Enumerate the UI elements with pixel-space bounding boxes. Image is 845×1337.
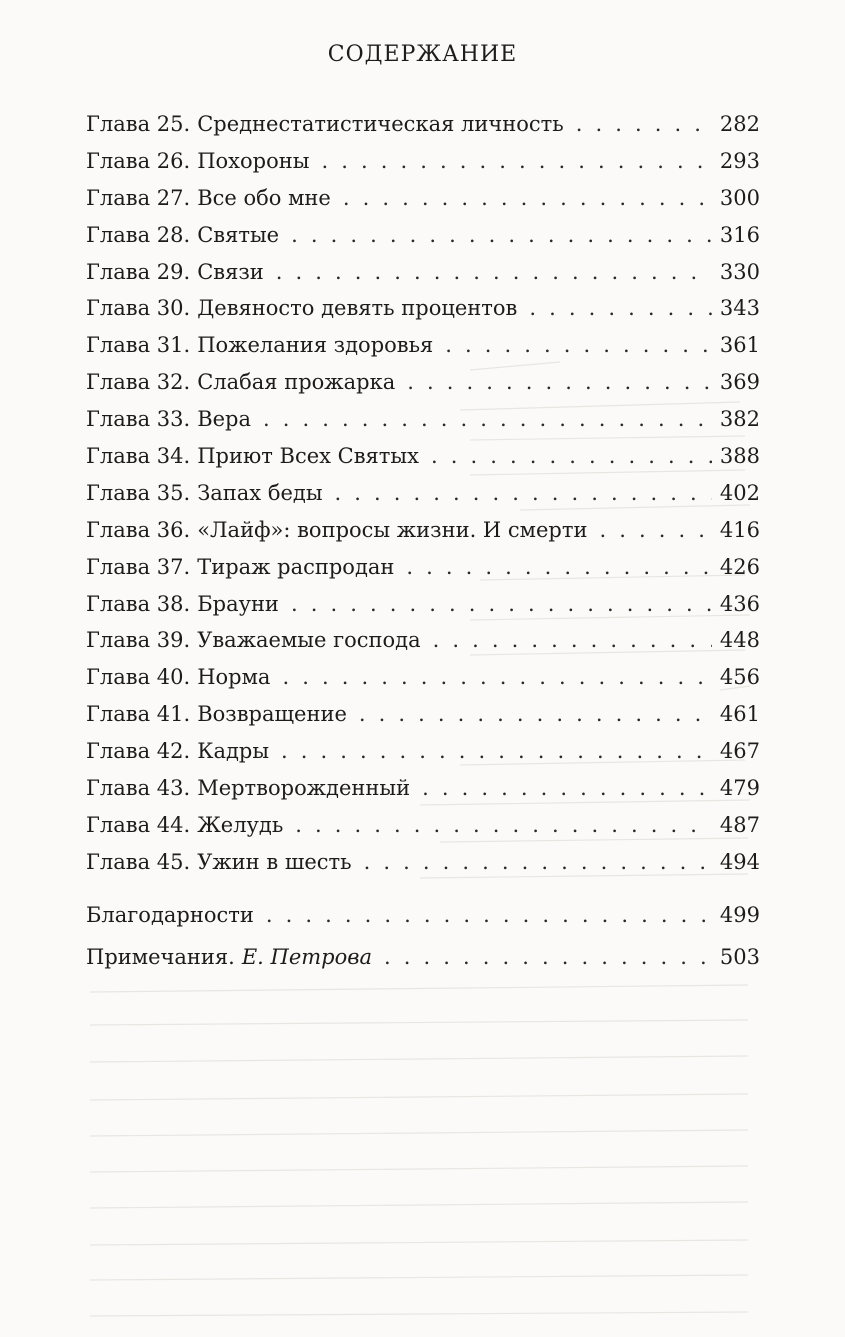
- toc-entry-title: [86, 180, 331, 217]
- toc-entry-chapter[interactable]: [86, 512, 760, 549]
- page-number: 300: [719, 185, 760, 210]
- toc-entry-chapter[interactable]: [86, 475, 760, 512]
- toc-entry-title: [86, 327, 433, 364]
- toc-entry-title: [86, 696, 347, 733]
- toc-entry-title: [86, 512, 588, 549]
- chapter-title: Ужин в шесть: [197, 849, 352, 874]
- toc-entry-title: [86, 770, 410, 807]
- chapter-title: Брауни: [197, 591, 279, 616]
- toc-entry-chapter[interactable]: [86, 217, 760, 254]
- dot-leader: [433, 622, 712, 659]
- chapter-title: Все обо мне: [197, 185, 331, 210]
- dot-leader: [335, 475, 712, 512]
- toc-entry-chapter[interactable]: [86, 438, 760, 475]
- chapter-title: Связи: [197, 259, 264, 284]
- chapter-number: Глава 26.: [86, 148, 191, 173]
- table-of-contents: [86, 106, 760, 975]
- chapter-number: Глава 37.: [86, 554, 191, 579]
- toc-entry-chapter[interactable]: [86, 549, 760, 586]
- dot-leader: [263, 401, 712, 438]
- chapter-title: Запах беды: [197, 480, 323, 505]
- chapter-number: Глава 35.: [86, 480, 191, 505]
- chapter-title: Похороны: [197, 148, 310, 173]
- notes-author: Е. Петрова: [241, 944, 373, 969]
- toc-entry-chapter[interactable]: [86, 770, 760, 807]
- chapter-title: Девяносто девять процентов: [197, 296, 518, 321]
- chapter-title: Благодарности: [86, 902, 254, 927]
- chapter-number: Глава 43.: [86, 776, 191, 801]
- dot-leader: [281, 733, 712, 770]
- dot-leader: [407, 364, 712, 401]
- notes-label: Примечания.: [86, 944, 235, 969]
- chapter-number: Глава 44.: [86, 812, 191, 837]
- page-number: 487: [719, 812, 760, 837]
- dot-leader: [291, 217, 712, 254]
- toc-entry-chapter[interactable]: [86, 733, 760, 770]
- page-number: 343: [719, 296, 760, 321]
- toc-entry-chapter[interactable]: [86, 143, 760, 180]
- toc-entry-chapter[interactable]: [86, 364, 760, 401]
- toc-entry-chapter[interactable]: [86, 586, 760, 623]
- page-number: 416: [719, 517, 760, 542]
- toc-entry-notes[interactable]: [86, 939, 760, 976]
- toc-entry-title: [86, 143, 309, 180]
- chapter-title: Святые: [197, 222, 280, 247]
- page-number: 479: [719, 776, 760, 801]
- page-number: 503: [719, 944, 760, 969]
- page-number: 369: [719, 370, 760, 395]
- toc-entry-acknowledgements[interactable]: [86, 897, 760, 934]
- page-number: 494: [719, 849, 760, 874]
- chapter-title: Среднестатистическая личность: [197, 112, 564, 136]
- page-number: 382: [719, 407, 760, 432]
- page-number: 282: [719, 112, 760, 136]
- page-number: 461: [719, 702, 760, 727]
- dot-leader: [282, 659, 711, 696]
- toc-entry-title: [86, 897, 254, 934]
- dot-leader: [291, 586, 712, 623]
- page-number: 436: [719, 591, 760, 616]
- toc-entry-chapter[interactable]: [86, 622, 760, 659]
- chapter-number: Глава 40.: [86, 665, 191, 690]
- chapter-number: Глава 34.: [86, 444, 191, 469]
- dot-leader: [600, 512, 712, 549]
- toc-entry-chapter[interactable]: [86, 844, 760, 881]
- toc-entry-title: [86, 401, 251, 438]
- dot-leader: [276, 254, 712, 291]
- chapter-title: Тираж распродан: [197, 554, 395, 579]
- toc-entry-chapter[interactable]: [86, 327, 760, 364]
- page-number: 402: [719, 480, 760, 505]
- page-number: 361: [719, 333, 760, 358]
- dot-leader: [343, 180, 712, 217]
- chapter-number: Глава 36.: [86, 517, 191, 542]
- dot-leader: [364, 844, 712, 881]
- toc-entry-chapter[interactable]: [86, 696, 760, 733]
- dot-leader: [422, 770, 712, 807]
- toc-entry-title: [86, 844, 352, 881]
- page-number: 499: [719, 902, 760, 927]
- page-number: 388: [719, 444, 760, 469]
- chapter-number: Глава 29.: [86, 259, 191, 284]
- dot-leader: [529, 290, 712, 327]
- chapter-number: Глава 25.: [86, 112, 191, 136]
- dot-leader: [266, 897, 712, 934]
- chapter-title: Слабая прожарка: [197, 370, 396, 395]
- chapter-title: Норма: [197, 665, 271, 690]
- page-number: 448: [719, 628, 760, 653]
- chapter-number: Глава 33.: [86, 407, 191, 432]
- toc-entry-title: [86, 254, 264, 291]
- chapter-title: Возвращение: [197, 702, 347, 727]
- chapter-number: Глава 28.: [86, 222, 191, 247]
- chapter-title: Вера: [197, 407, 252, 432]
- chapter-title: «Лайф»: вопросы жизни. И смерти: [197, 517, 588, 542]
- dot-leader: [321, 143, 711, 180]
- chapter-number: Глава 41.: [86, 702, 191, 727]
- chapter-title: Кадры: [197, 739, 270, 764]
- page-number: 467: [719, 739, 760, 764]
- chapter-title: Пожелания здоровья: [197, 333, 434, 358]
- toc-entry-chapter[interactable]: [86, 290, 760, 327]
- toc-entry-chapter[interactable]: [86, 401, 760, 438]
- toc-entry-title: [86, 549, 394, 586]
- dot-leader: [576, 106, 712, 143]
- dot-leader: [431, 438, 712, 475]
- chapter-number: Глава 31.: [86, 333, 191, 358]
- chapter-number: Глава 38.: [86, 591, 191, 616]
- page-number: 293: [719, 148, 760, 173]
- chapter-number: Глава 39.: [86, 628, 191, 653]
- toc-entry-chapter[interactable]: [86, 807, 760, 844]
- toc-entry-title: [86, 586, 279, 623]
- chapter-number: Глава 32.: [86, 370, 191, 395]
- toc-entry-title: [86, 438, 419, 475]
- page-number: 316: [719, 222, 760, 247]
- page-number: 456: [719, 665, 760, 690]
- toc-entry-title: [86, 106, 564, 143]
- page-number: 426: [719, 554, 760, 579]
- chapter-title: Мертворожденный: [197, 776, 411, 801]
- toc-entry-title: [86, 733, 269, 770]
- toc-entry-chapter[interactable]: [86, 254, 760, 291]
- dot-leader: [359, 696, 712, 733]
- toc-entry-chapter[interactable]: [86, 106, 760, 143]
- chapter-title: Желудь: [197, 812, 284, 837]
- toc-entry-title: [86, 475, 323, 512]
- toc-entry-title: [86, 290, 517, 327]
- toc-entry-title: [86, 622, 421, 659]
- toc-entry-title: [86, 364, 395, 401]
- toc-entry-chapter[interactable]: [86, 659, 760, 696]
- toc-entry-title: [86, 217, 279, 254]
- toc-entry-title: [86, 659, 270, 696]
- toc-entry-chapter[interactable]: [86, 180, 760, 217]
- chapter-number: Глава 30.: [86, 296, 191, 321]
- chapter-title: Уважаемые господа: [197, 628, 421, 653]
- chapter-title: Приют Всех Святых: [197, 444, 419, 469]
- page-title: СОДЕРЖАНИЕ: [327, 42, 518, 67]
- chapter-number: Глава 42.: [86, 739, 191, 764]
- chapter-number: Глава 27.: [86, 185, 191, 210]
- toc-entry-title: [86, 939, 372, 976]
- dot-leader: [295, 807, 712, 844]
- page-number: 330: [719, 259, 760, 284]
- dot-leader: [384, 939, 712, 976]
- chapter-number: Глава 45.: [86, 849, 191, 874]
- dot-leader: [445, 327, 712, 364]
- dot-leader: [406, 549, 712, 586]
- toc-entry-title: [86, 807, 283, 844]
